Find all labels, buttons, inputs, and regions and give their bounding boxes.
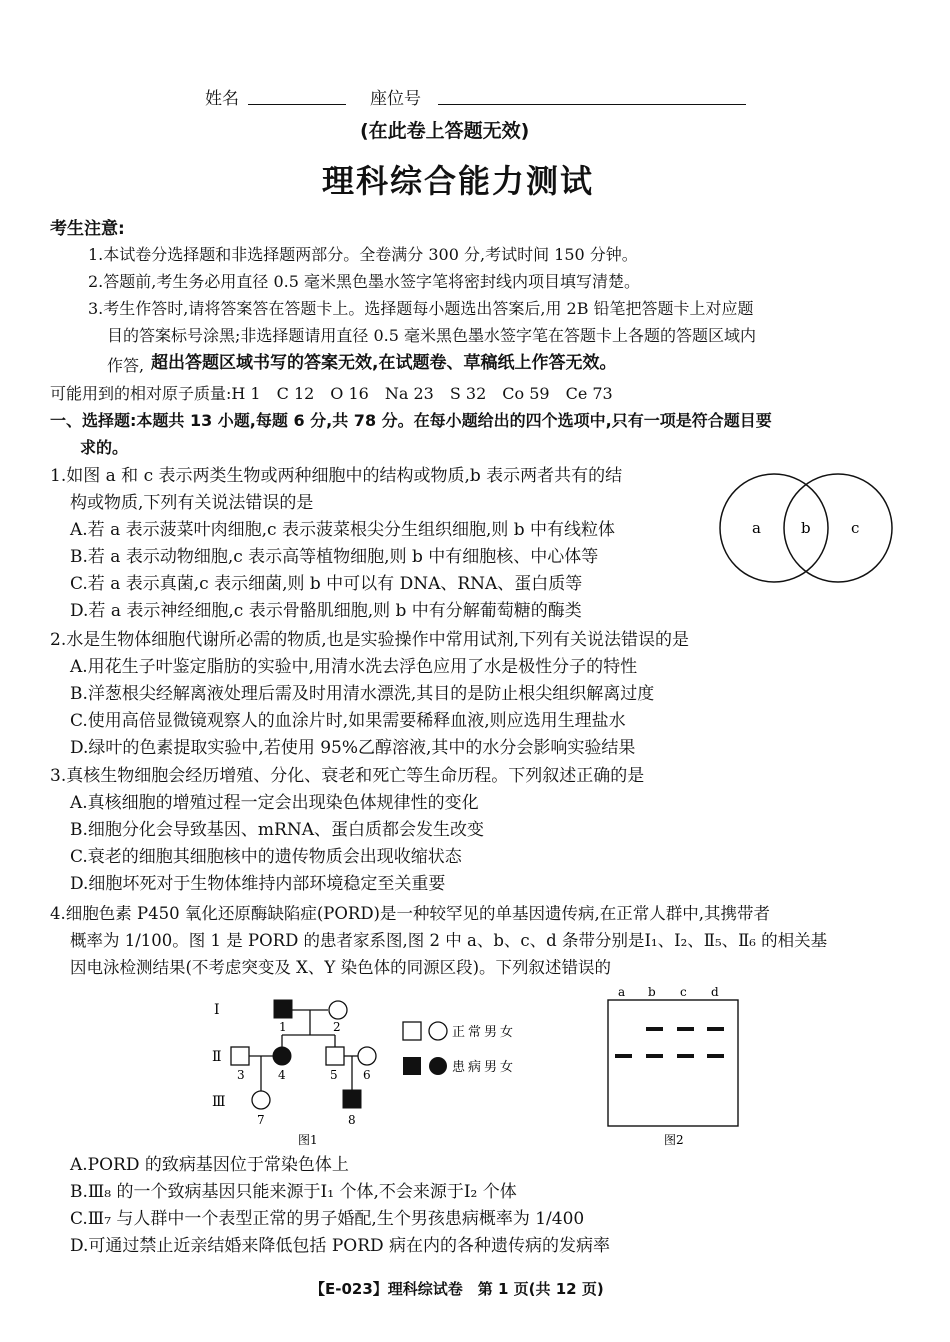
q1-stem-1: 1.如图 a 和 c 表示两类生物或两种细胞中的结构或物质,b 表示两者共有的结 [50, 466, 623, 486]
section1-heading: 一、选择题:本题共 13 小题,每题 6 分,共 78 分。在每小题给出的四个选项中,只有一项是符合题目要 [50, 411, 772, 430]
instruction-2: 2.答题前,考生务必用直径 0.5 毫米黑色墨水签字笔将密封线内项目填写清楚。 [88, 272, 640, 291]
instruction-1: 1.本试卷分选择题和非选择题两部分。全卷满分 300 分,考试时间 150 分钟。 [88, 245, 638, 264]
seat-label: 座位号 [370, 89, 421, 109]
id-2: 2 [333, 1020, 341, 1034]
q4-stem-1: 4.细胞色素 P450 氧化还原酶缺陷症(PORD)是一种较罕见的单基因遗传病,在正常人群中,其携带者 [50, 904, 770, 923]
venn-label-b: b [801, 519, 811, 537]
q2-option-b: B.洋葱根尖经解离液处理后需及时用清水漂洗,其目的是防止根尖组织解离过度 [70, 684, 655, 704]
pedigree-I2-normal-female [329, 1001, 347, 1019]
q2-option-c: C.使用高倍显微镜观察人的血涂片时,如果需要稀释血液,则应选用生理盐水 [70, 711, 626, 731]
instructions-heading: 考生注意: [50, 219, 125, 239]
fig1-caption: 图1 [298, 1133, 318, 1147]
legend-affected-female [429, 1057, 447, 1075]
page-footer: 【E-023】理科综试卷 第 1 页(共 12 页) [310, 1280, 604, 1298]
lane-label-c: c [680, 985, 687, 999]
q1-stem-2: 构或物质,下列有关说法错误的是 [70, 493, 314, 513]
name-blank[interactable] [248, 104, 346, 105]
q3-option-a: A.真核细胞的增殖过程一定会出现染色体规律性的变化 [70, 793, 479, 813]
fig2-caption: 图2 [664, 1133, 684, 1147]
section1-heading-cont: 求的。 [80, 438, 129, 457]
pedigree-III7-normal-female [252, 1091, 270, 1109]
name-label: 姓名 [205, 89, 239, 109]
q3-option-b: B.细胞分化会导致基因、mRNA、蛋白质都会发生改变 [70, 820, 484, 840]
id-3: 3 [237, 1068, 245, 1082]
gen-label-I: Ⅰ [214, 1002, 220, 1018]
id-8: 8 [348, 1113, 356, 1127]
pedigree-II3-normal-male [231, 1047, 249, 1065]
q2-stem: 2.水是生物体细胞代谢所必需的物质,也是实验操作中常用试剂,下列有关说法错误的是 [50, 630, 690, 650]
band-c-upper [677, 1027, 694, 1031]
band-c-lower [677, 1054, 694, 1058]
legend-affected-label: 患病男女 [452, 1060, 517, 1075]
electrophoresis-figure [600, 982, 750, 1147]
id-7: 7 [257, 1113, 265, 1127]
legend-normal-label: 正常男女 [452, 1025, 517, 1040]
band-b-upper [646, 1027, 663, 1031]
band-d-lower [707, 1054, 724, 1058]
q4-option-b: B.Ⅲ₈ 的一个致病基因只能来源于Ⅰ₁ 个体,不会来源于Ⅰ₂ 个体 [70, 1182, 517, 1202]
gen-label-III: Ⅲ [212, 1094, 226, 1110]
id-5: 5 [330, 1068, 338, 1082]
gel-box [608, 1000, 738, 1126]
notice: (在此卷上答题无效) [360, 120, 530, 142]
q3-option-c: C.衰老的细胞其细胞核中的遗传物质会出现收缩状态 [70, 847, 462, 867]
q4-option-a: A.PORD 的致病基因位于常染色体上 [70, 1155, 349, 1175]
q4-option-c: C.Ⅲ₇ 与人群中一个表型正常的男子婚配,生个男孩患病概率为 1/400 [70, 1209, 585, 1229]
q2-option-d: D.绿叶的色素提取实验中,若使用 95%乙醇溶液,其中的水分会影响实验结果 [70, 738, 636, 758]
id-6: 6 [363, 1068, 371, 1082]
q3-stem: 3.真核生物细胞会经历增殖、分化、衰老和死亡等生命历程。下列叙述正确的是 [50, 766, 645, 786]
pedigree-II6-normal-female [358, 1047, 376, 1065]
lane-label-b: b [648, 985, 656, 999]
q3-option-d: D.细胞坏死对于生物体维持内部环境稳定至关重要 [70, 874, 446, 894]
instruction-3-line2: 目的答案标号涂黑;非选择题请用直径 0.5 毫米黑色墨水签字笔在答题卡上各题的答题区域内 [107, 326, 757, 345]
q1-option-b: B.若 a 表示动物细胞,c 表示高等植物细胞,则 b 中有细胞核、中心体等 [70, 547, 599, 567]
q2-option-a: A.用花生子叶鉴定脂肪的实验中,用清水洗去浮色应用了水是极性分子的特性 [70, 657, 638, 677]
lane-label-a: a [618, 985, 626, 999]
instruction-3-line3a: 作答, [107, 356, 145, 375]
id-1: 1 [279, 1020, 287, 1034]
venn-label-c: c [851, 519, 860, 537]
seat-blank[interactable] [438, 104, 746, 105]
q4-stem-3: 因电泳检测结果(不考虑突变及 X、Y 染色体的同源区段)。下列叙述错误的 [70, 958, 612, 977]
id-4: 4 [278, 1068, 286, 1082]
legend-affected-male [403, 1057, 421, 1075]
atomic-mass: 可能用到的相对原子质量:H 1 C 12 O 16 Na 23 S 32 Co 59 Ce 73 [50, 384, 613, 403]
pedigree-II5-normal-male [326, 1047, 344, 1065]
instruction-3-emphasis: 超出答题区域书写的答案无效,在试题卷、草稿纸上作答无效。 [151, 353, 617, 373]
pedigree-III8-affected-male [343, 1090, 361, 1108]
legend-normal-female [429, 1022, 447, 1040]
q4-option-d: D.可通过禁止近亲结婚来降低包括 PORD 病在内的各种遗传病的发病率 [70, 1236, 611, 1256]
pedigree-figure [200, 990, 550, 1150]
q1-option-d: D.若 a 表示神经细胞,c 表示骨骼肌细胞,则 b 中有分解葡萄糖的酶类 [70, 601, 582, 621]
venn-label-a: a [752, 519, 761, 537]
legend-normal-male [403, 1022, 421, 1040]
pedigree-I1-affected-male [274, 1000, 292, 1018]
page-title: 理科综合能力测试 [322, 162, 595, 200]
band-b-lower [646, 1054, 663, 1058]
q1-option-c: C.若 a 表示真菌,c 表示细菌,则 b 中可以有 DNA、RNA、蛋白质等 [70, 574, 583, 594]
venn-diagram [712, 470, 902, 588]
band-a-lower [615, 1054, 632, 1058]
gen-label-II: Ⅱ [212, 1049, 222, 1065]
lane-label-d: d [711, 985, 719, 999]
band-d-upper [707, 1027, 724, 1031]
q1-option-a: A.若 a 表示菠菜叶肉细胞,c 表示菠菜根尖分生组织细胞,则 b 中有线粒体 [70, 520, 616, 540]
pedigree-II4-affected-female [273, 1047, 291, 1065]
instruction-3-line1: 3.考生作答时,请将答案答在答题卡上。选择题每小题选出答案后,用 2B 铅笔把答题卡上对应题 [88, 299, 754, 318]
q4-stem-2: 概率为 1/100。图 1 是 PORD 的患者家系图,图 2 中 a、b、c、d 条带分别是Ⅰ₁、Ⅰ₂、Ⅱ₅、Ⅱ₆ 的相关基 [70, 931, 828, 950]
venn-circle-a [720, 474, 828, 582]
